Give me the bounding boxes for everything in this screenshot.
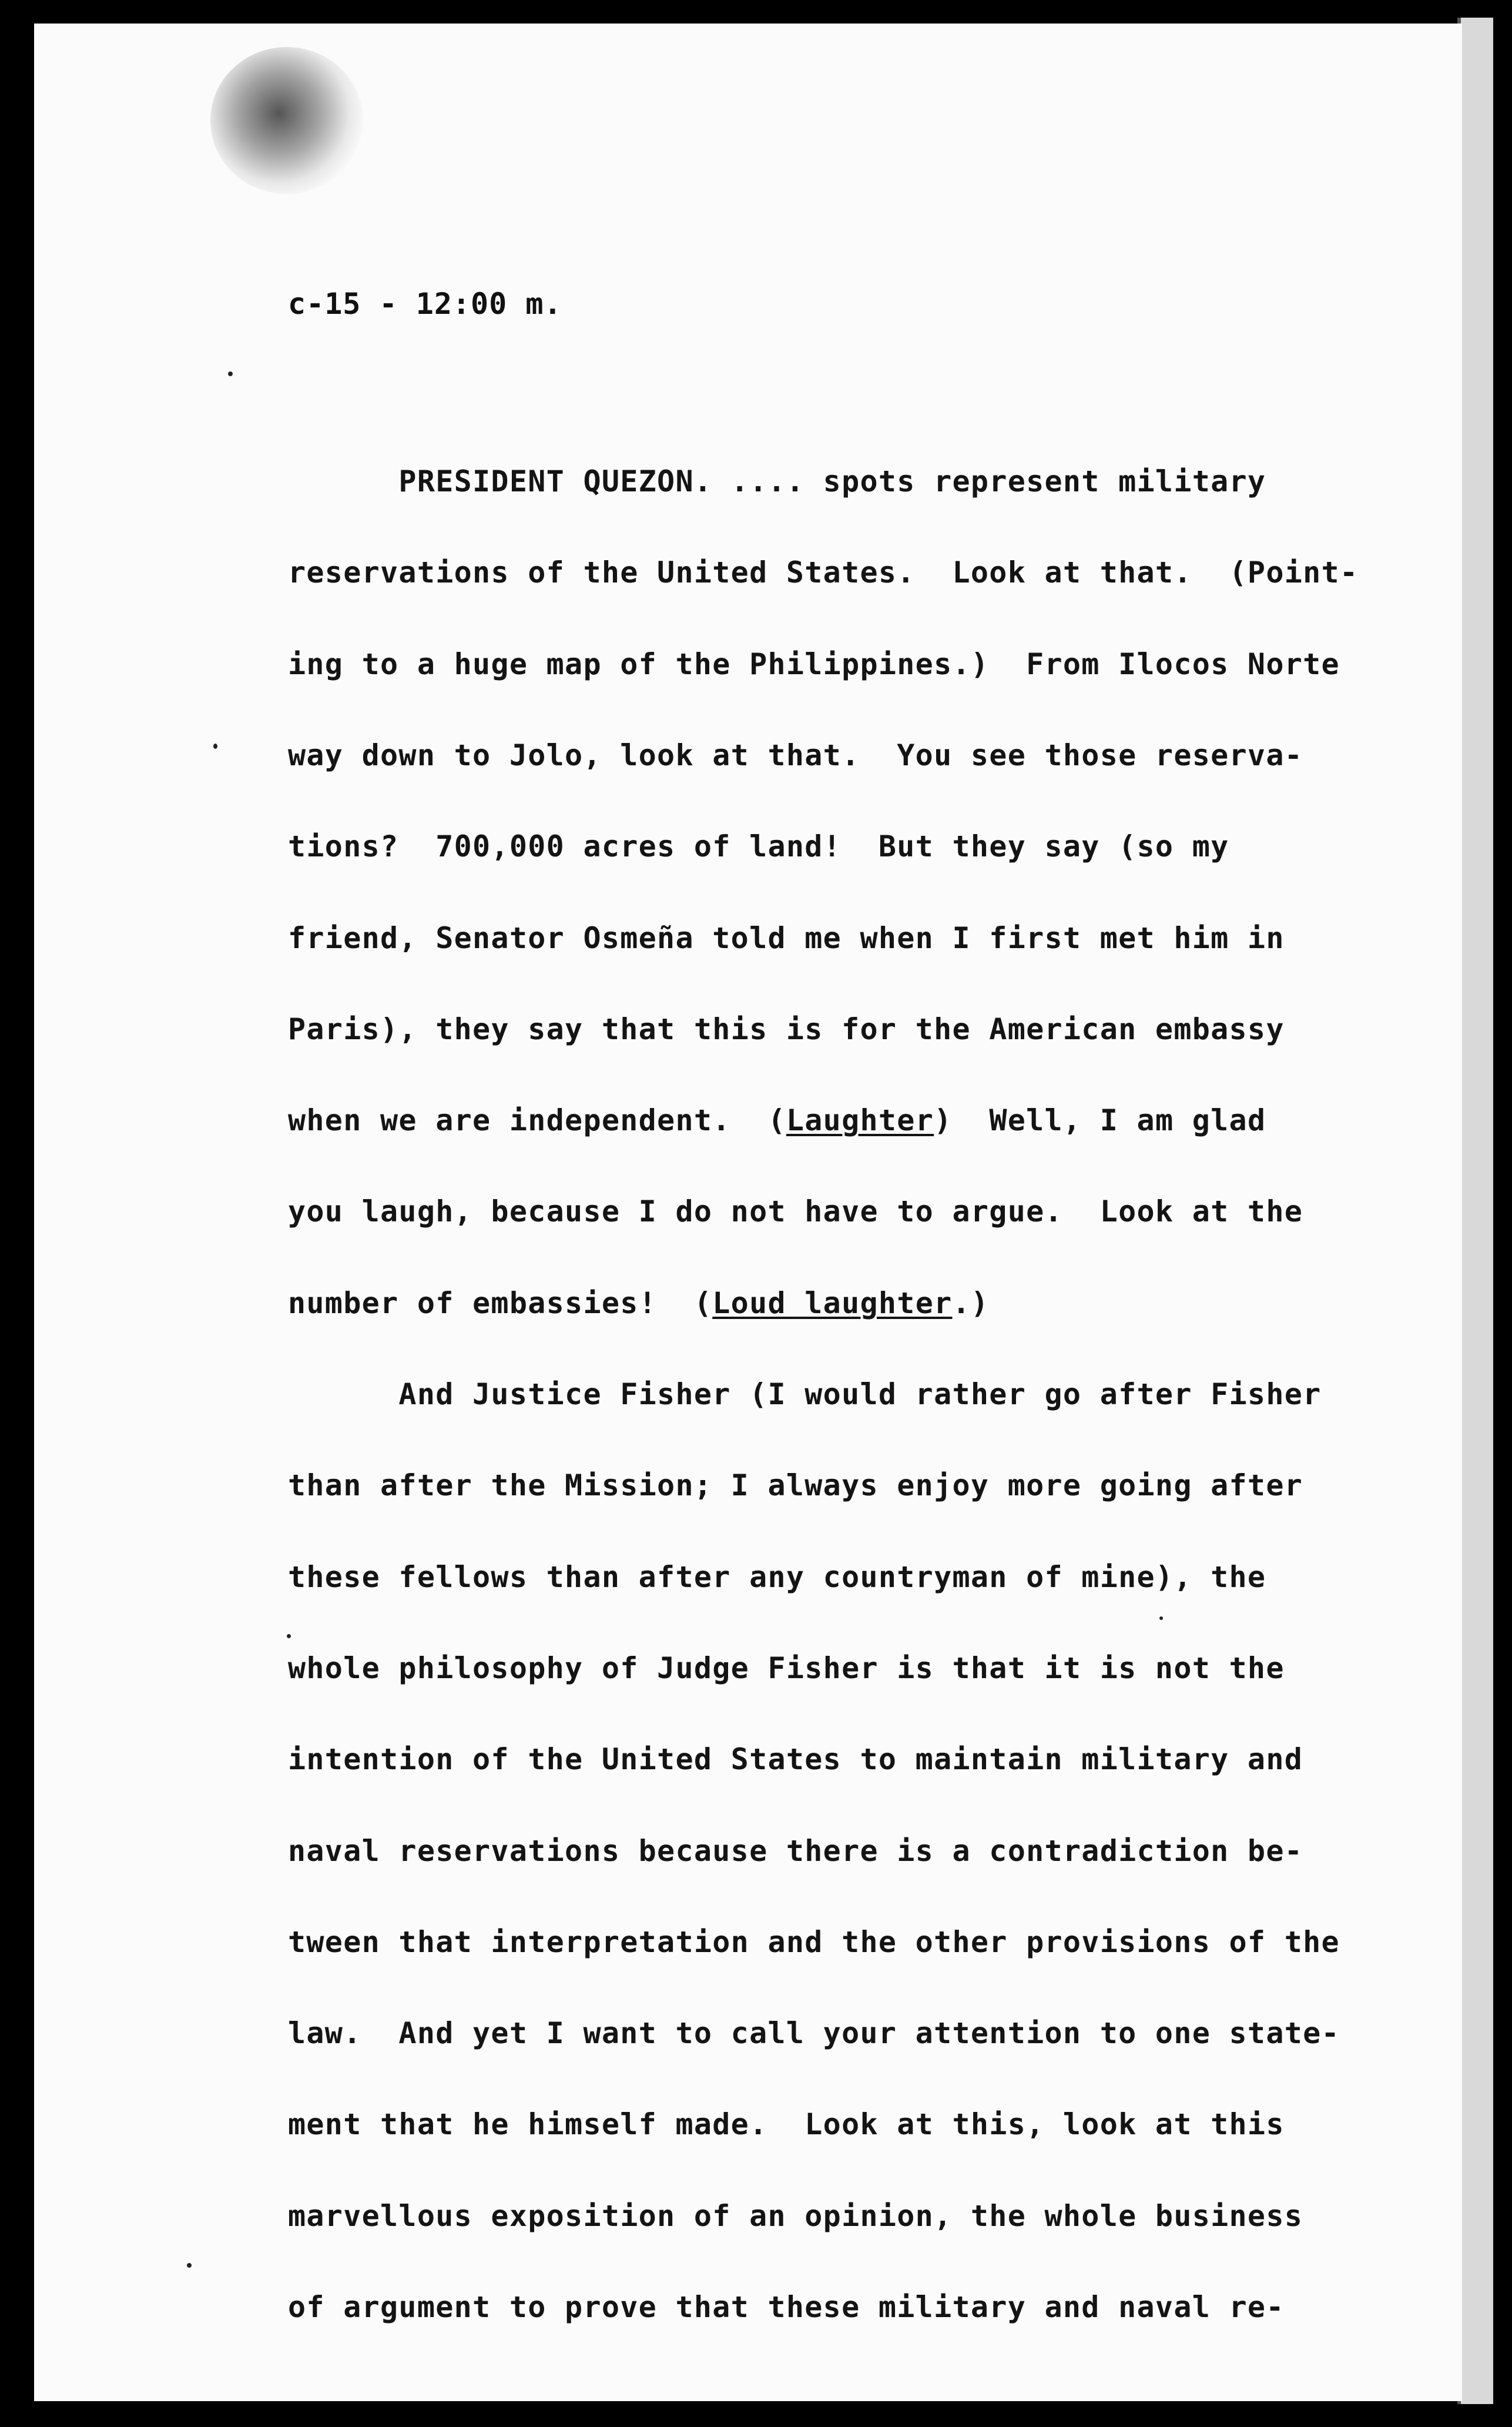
text-run: ing to a huge map of the Philippines.) From Ilocos Norte xyxy=(288,647,1340,681)
text-line xyxy=(288,647,1340,681)
text-run: intention of the United States to maintain military and xyxy=(288,1742,1303,1776)
text-run: when we are independent. ( xyxy=(288,1103,786,1137)
text-line xyxy=(288,1651,1285,1685)
text-line xyxy=(288,1925,1340,1959)
text-line xyxy=(288,738,1303,772)
text-run: And Justice Fisher (I would rather go after Fisher xyxy=(288,1377,1322,1411)
text-run: reservations of the United States. Look at that. (Point- xyxy=(288,555,1359,590)
text-run: .) xyxy=(952,1286,990,1320)
text-run: naval reservations because there is a contradiction be- xyxy=(288,1834,1303,1868)
text-line xyxy=(288,1742,1303,1776)
page-header: c-15 - 12:00 m. xyxy=(288,287,562,321)
text-line xyxy=(288,829,1229,863)
text-line xyxy=(288,555,1358,590)
text-line xyxy=(288,1560,1266,1594)
text-run: ) Well, I am glad xyxy=(934,1103,1266,1137)
text-line xyxy=(288,921,1285,955)
text-line xyxy=(288,1012,1285,1046)
speck xyxy=(1159,1616,1163,1620)
text-run: law. And yet I want to call your attention to one state- xyxy=(288,2016,1340,2050)
underlined-text: Loud laughter xyxy=(712,1286,953,1320)
text-run: than after the Mission; I always enjoy more going after xyxy=(288,1468,1303,1502)
speck xyxy=(187,2263,192,2268)
text-line xyxy=(288,464,1266,498)
text-run: ment that he himself made. Look at this, look at this xyxy=(288,2107,1285,2141)
text-run: whole philosophy of Judge Fisher is that it is not the xyxy=(288,1651,1285,1685)
text-run: way down to Jolo, look at that. You see those reserva- xyxy=(288,738,1303,772)
text-run: tions? 700,000 acres of land! But they say (so my xyxy=(288,829,1229,863)
text-line xyxy=(288,1194,1303,1228)
text-line xyxy=(288,2290,1285,2324)
ink-smudge xyxy=(210,47,363,194)
underlined-text: Laughter xyxy=(786,1103,934,1137)
text-line xyxy=(288,2199,1303,2233)
speck xyxy=(228,371,233,376)
speck xyxy=(287,1634,291,1638)
text-line xyxy=(288,1468,1303,1502)
text-line xyxy=(288,1286,989,1320)
page-edge xyxy=(1457,18,1493,2404)
text-run: number of embassies! ( xyxy=(288,1286,713,1320)
text-run: marvellous exposition of an opinion, the whole business xyxy=(288,2199,1303,2233)
text-line xyxy=(288,1834,1303,1868)
text-run: tween that interpretation and the other provisions of the xyxy=(288,1925,1340,1959)
text-line xyxy=(288,1103,1266,1137)
text-line xyxy=(288,1377,1322,1411)
text-line xyxy=(288,2107,1285,2141)
text-run: of argument to prove that these military and naval re- xyxy=(288,2290,1285,2324)
text-line xyxy=(288,2016,1340,2050)
text-run: friend, Senator Osmeña told me when I first met him in xyxy=(288,921,1285,955)
text-run: you laugh, because I do not have to argue. Look at the xyxy=(288,1194,1303,1228)
text-run: these fellows than after any countryman of mine), the xyxy=(288,1560,1266,1594)
speck xyxy=(213,744,217,749)
text-run: Paris), they say that this is for the American embassy xyxy=(288,1012,1285,1046)
text-run: PRESIDENT QUEZON. .... spots represent military xyxy=(288,464,1266,498)
